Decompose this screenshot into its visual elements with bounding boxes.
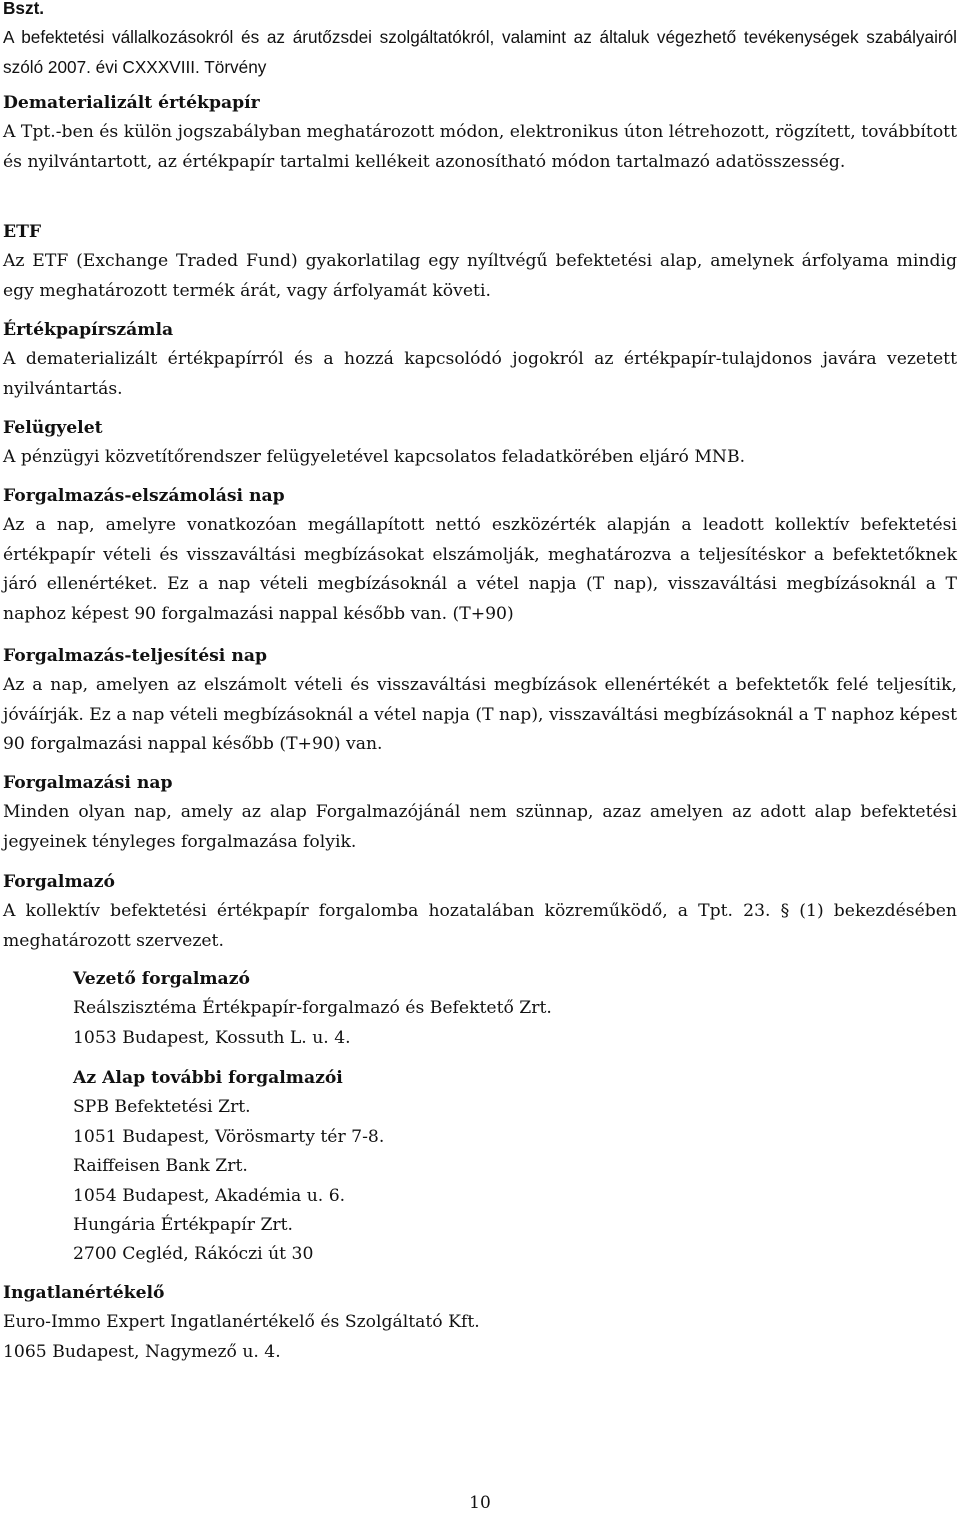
definition-term: Felügyelet (3, 418, 103, 438)
definition-forgalmazasi-nap (3, 769, 957, 857)
appraiser-name: Euro-Immo Expert Ingatlanértékelő és Szolgáltató Kft. (3, 1312, 480, 1333)
definition-term: Forgalmazás-teljesítési nap (3, 646, 267, 666)
definition-text: Az ETF (Exchange Traded Fund) gyakorlatilag egy nyíltvégű befektetési alap, amelynek árfolyama mindig egy meghatározott termék árát, vagy árfolyamát követi. (3, 251, 957, 301)
definition-forgalmazas-elszamolasi-nap (3, 482, 957, 629)
other-distributors-title: Az Alap további forgalmazói (73, 1068, 343, 1088)
definition-text: Az a nap, amelyre vonatkozóan megállapított nettó eszközérték alapján a leadott kollektív befektetési értékpapír vételi és visszaváltási megbízásokat elszámolják, meghatározva a teljesítéskor a befektetőknek járó ellenértéket. Ez a nap vételi megbízásoknál a vétel napja (T nap), visszaváltási megbízásoknál a T naphoz képest 90 forgalmazási nappal később van. (T+90) (3, 515, 957, 624)
lead-distributor-name: Reálszisztéma Értékpapír-forgalmazó és Befektető Zrt. (73, 998, 552, 1019)
distributor-name: Raiffeisen Bank Zrt. (73, 1156, 248, 1177)
definition-text: A Tpt.-ben és külön jogszabályban meghatározott módon, elektronikus úton létrehozott, rögzített, továbbított és nyilvántartott, az értékpapír tartalmi kellékeit azonosítható módon tartalmazó adatösszesség. (3, 122, 957, 172)
distributor-name: Hungária Értékpapír Zrt. (73, 1215, 294, 1236)
definition-dematerializalt (3, 89, 957, 177)
lead-distributor-block (73, 965, 773, 1053)
appraiser-title: Ingatlanértékelő (3, 1283, 165, 1303)
definition-term: Forgalmazás-elszámolási nap (3, 486, 285, 506)
other-distributors-block (73, 1064, 773, 1270)
definition-forgalmazas-teljesitesi-nap (3, 642, 957, 760)
definition-text: A kollektív befektetési értékpapír forgalomba hozatalában közreműködő, a Tpt. 23. § (1) bekezdésében meghatározott szervezet. (3, 901, 957, 951)
header-law-title: A befektetési vállalkozásokról és az árutőzsdei szolgáltatókról, valamint az általuk végezhető tevékenységek szabályairól szóló 2007. évi CXXXVIII. Törvény (3, 27, 957, 77)
distributor-address: 1054 Budapest, Akadémia u. 6. (73, 1185, 346, 1206)
definition-term: Forgalmazási nap (3, 773, 173, 793)
definition-text: Az a nap, amelyen az elszámolt vételi és visszaváltási megbízások ellenértékét a befektetők felé teljesítik, jóváírják. Ez a nap vételi megbízásoknál a vétel napja (T nap), visszaváltási megbízásoknál a T naphoz képest 90 forgalmazási nappal később (T+90) van. (3, 675, 957, 755)
definition-term: Értékpapírszámla (3, 320, 174, 340)
definition-forgalmazo (3, 868, 957, 956)
definition-term: Dematerializált értékpapír (3, 93, 260, 113)
definition-term: Forgalmazó (3, 872, 116, 892)
distributor-address: 2700 Cegléd, Rákóczi út 30 (73, 1244, 314, 1265)
distributor-name: SPB Befektetési Zrt. (73, 1097, 251, 1118)
definition-text: A dematerializált értékpapírról és a hozzá kapcsolódó jogokról az értékpapír-tulajdonos javára vezetett nyilvántartás. (3, 349, 957, 399)
lead-distributor-title: Vezető forgalmazó (73, 969, 250, 989)
lead-distributor-address: 1053 Budapest, Kossuth L. u. 4. (73, 1027, 351, 1048)
appraiser-address: 1065 Budapest, Nagymező u. 4. (3, 1341, 281, 1362)
appraiser-block (3, 1279, 957, 1367)
distributor-address: 1051 Budapest, Vörösmarty tér 7-8. (73, 1126, 385, 1147)
definition-etf (3, 218, 957, 306)
definition-ertekpapirszamla (3, 316, 957, 404)
definition-term: ETF (3, 222, 42, 242)
definition-text: Minden olyan nap, amely az alap Forgalmazójánál nem szünnap, azaz amelyen az adott alap befektetési jegyeinek tényleges forgalmazása folyik. (3, 802, 957, 852)
definition-text: A pénzügyi közvetítőrendszer felügyeletével kapcsolatos feladatkörében eljáró MNB. (3, 447, 746, 468)
definition-felugyelet (3, 414, 957, 473)
page-number: 10 (469, 1493, 491, 1513)
header-abbreviation: Bszt. (3, 0, 45, 18)
